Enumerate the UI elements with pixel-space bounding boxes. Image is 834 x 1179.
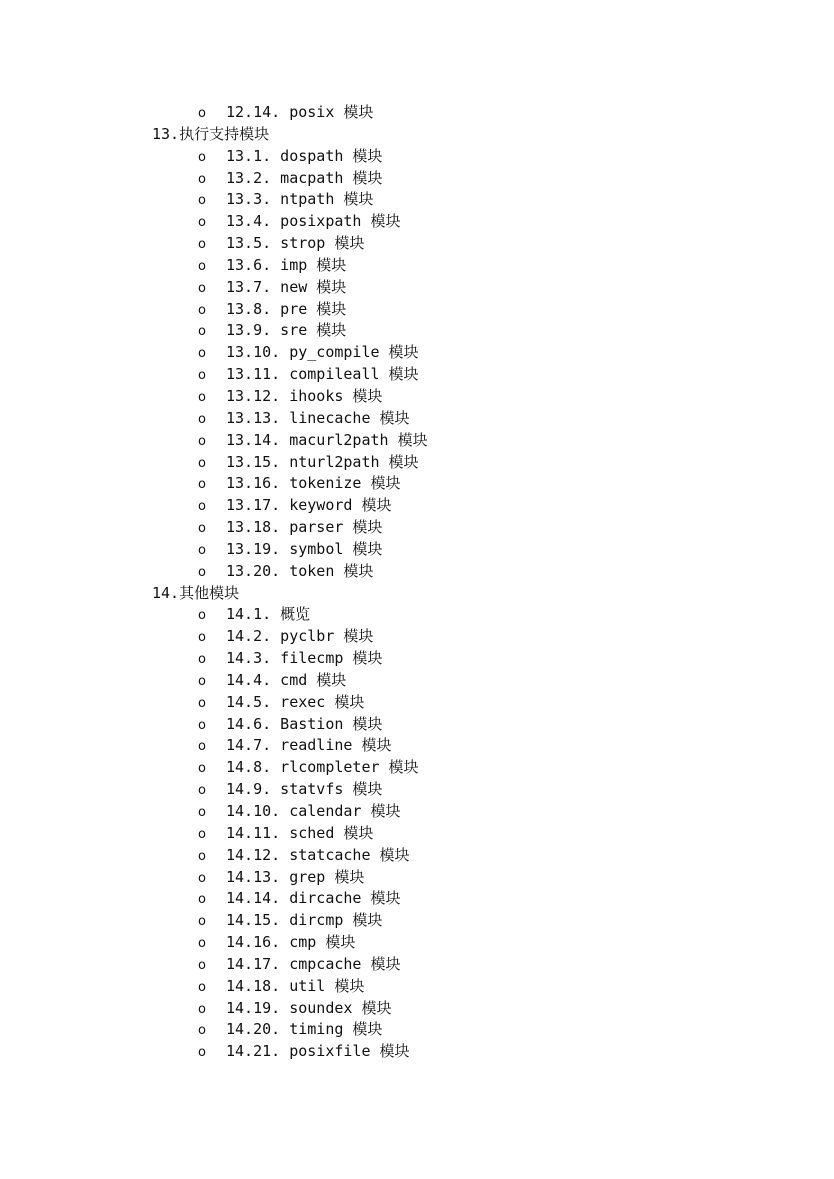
- toc-document: [0, 102, 834, 1063]
- toc-item-label: 13.19. symbol 模块: [226, 539, 383, 558]
- toc-item-label: 14.12. statcache 模块: [226, 845, 410, 864]
- toc-list-item[interactable]: [0, 626, 834, 648]
- toc-list-item[interactable]: [0, 495, 834, 517]
- toc-item-label: 13.4. posixpath 模块: [226, 212, 401, 231]
- hollow-bullet-icon: o: [198, 1001, 206, 1017]
- toc-list-item[interactable]: [0, 146, 834, 168]
- toc-list-item[interactable]: [0, 1019, 834, 1041]
- toc-list-item[interactable]: [0, 910, 834, 932]
- toc-item-label: 14.11. sched 模块: [226, 823, 374, 842]
- hollow-bullet-icon: o: [198, 979, 206, 995]
- toc-item-label: 13.2. macpath 模块: [226, 168, 383, 187]
- hollow-bullet-icon: o: [198, 608, 206, 624]
- toc-list-item[interactable]: [0, 299, 834, 321]
- toc-list-item[interactable]: [0, 408, 834, 430]
- hollow-bullet-icon: o: [198, 346, 206, 362]
- hollow-bullet-icon: o: [198, 914, 206, 930]
- toc-list-item[interactable]: [0, 233, 834, 255]
- toc-list-item[interactable]: [0, 539, 834, 561]
- hollow-bullet-icon: o: [198, 695, 206, 711]
- toc-list-item[interactable]: [0, 473, 834, 495]
- hollow-bullet-icon: o: [198, 193, 206, 209]
- toc-item-label: 14.20. timing 模块: [226, 1020, 383, 1039]
- hollow-bullet-icon: o: [198, 171, 206, 187]
- toc-item-label: 14.6. Bastion 模块: [226, 714, 383, 733]
- toc-list-item[interactable]: [0, 714, 834, 736]
- hollow-bullet-icon: o: [198, 237, 206, 253]
- hollow-bullet-icon: o: [198, 826, 206, 842]
- toc-item-label: 13.10. py_compile 模块: [226, 343, 419, 362]
- toc-item-label: 13.6. imp 模块: [226, 255, 347, 274]
- toc-list-item[interactable]: [0, 648, 834, 670]
- toc-item-label: 14.8. rlcompleter 模块: [226, 758, 419, 777]
- toc-item-label: 12.14. posix 模块: [226, 103, 374, 121]
- hollow-bullet-icon: o: [198, 433, 206, 449]
- toc-list-item[interactable]: [0, 867, 834, 889]
- hollow-bullet-icon: o: [198, 258, 206, 274]
- toc-item-label: 13.5. strop 模块: [226, 234, 365, 253]
- toc-item-label: 14.18. util 模块: [226, 976, 365, 995]
- toc-item-label: 14.19. soundex 模块: [226, 998, 392, 1017]
- hollow-bullet-icon: o: [198, 673, 206, 689]
- toc-list-item[interactable]: [0, 168, 834, 190]
- hollow-bullet-icon: o: [198, 542, 206, 558]
- toc-item-label: 13.9. sre 模块: [226, 321, 347, 340]
- toc-item-label: 13.20. token 模块: [226, 561, 374, 580]
- toc-list-item[interactable]: [0, 976, 834, 998]
- toc-list-item[interactable]: [0, 452, 834, 474]
- toc-item-label: 14.10. calendar 模块: [226, 802, 401, 820]
- hollow-bullet-icon: o: [198, 739, 206, 755]
- toc-list-item[interactable]: [0, 1041, 834, 1063]
- toc-list-item[interactable]: [0, 670, 834, 692]
- toc-item-label: 13.13. linecache 模块: [226, 408, 410, 427]
- toc-list-item[interactable]: [0, 189, 834, 211]
- toc-item-label: 14.3. filecmp 模块: [226, 649, 383, 668]
- hollow-bullet-icon: o: [198, 870, 206, 886]
- toc-item-label: 14.13. grep 模块: [226, 867, 365, 886]
- hollow-bullet-icon: o: [198, 302, 206, 318]
- toc-list-item[interactable]: [0, 364, 834, 386]
- hollow-bullet-icon: o: [198, 957, 206, 973]
- hollow-bullet-icon: o: [198, 280, 206, 296]
- toc-item-label: 14.15. dircmp 模块: [226, 911, 383, 930]
- toc-list-item[interactable]: [0, 386, 834, 408]
- toc-item-label: 13.1. dospath 模块: [226, 146, 383, 165]
- toc-list-item[interactable]: [0, 735, 834, 757]
- toc-list-item[interactable]: [0, 998, 834, 1020]
- toc-item-label: 14.7. readline 模块: [226, 736, 392, 755]
- toc-list-item[interactable]: [0, 801, 834, 823]
- toc-item-label: 13.16. tokenize 模块: [226, 474, 401, 493]
- hollow-bullet-icon: o: [198, 106, 206, 121]
- toc-item-label: 14.5. rexec 模块: [226, 692, 365, 711]
- toc-item-label: 14.4. cmd 模块: [226, 670, 347, 689]
- toc-list-item[interactable]: [0, 211, 834, 233]
- hollow-bullet-icon: o: [198, 324, 206, 340]
- toc-item-label: 14.2. pyclbr 模块: [226, 627, 374, 646]
- toc-list-item[interactable]: [0, 342, 834, 364]
- toc-item-label: 13.17. keyword 模块: [226, 496, 392, 515]
- hollow-bullet-icon: o: [198, 805, 206, 820]
- toc-item-label: 13.8. pre 模块: [226, 299, 347, 318]
- section-heading[interactable]: 13.执行支持模块: [152, 124, 270, 143]
- toc-item-label: 14.1. 概览: [226, 605, 311, 624]
- toc-list-item[interactable]: [0, 561, 834, 583]
- hollow-bullet-icon: o: [198, 761, 206, 777]
- toc-list-item[interactable]: [0, 779, 834, 801]
- hollow-bullet-icon: o: [198, 215, 206, 231]
- hollow-bullet-icon: o: [198, 783, 206, 799]
- section-heading[interactable]: 14.其他模块: [152, 583, 240, 602]
- hollow-bullet-icon: o: [198, 499, 206, 515]
- toc-item-label: 14.17. cmpcache 模块: [226, 954, 401, 973]
- hollow-bullet-icon: o: [198, 477, 206, 493]
- hollow-bullet-icon: o: [198, 389, 206, 405]
- toc-list-item[interactable]: [0, 757, 834, 779]
- toc-item-label: 14.14. dircache 模块: [226, 889, 401, 908]
- toc-item-label: 14.21. posixfile 模块: [226, 1042, 410, 1061]
- toc-list-item[interactable]: [0, 823, 834, 845]
- toc-item-label: 13.3. ntpath 模块: [226, 190, 374, 209]
- toc-list-item[interactable]: [0, 277, 834, 299]
- toc-list-item[interactable]: [0, 932, 834, 954]
- toc-list-item[interactable]: [0, 604, 834, 626]
- toc-list-item[interactable]: [0, 692, 834, 714]
- hollow-bullet-icon: o: [198, 717, 206, 733]
- hollow-bullet-icon: o: [198, 652, 206, 668]
- hollow-bullet-icon: o: [198, 936, 206, 952]
- hollow-bullet-icon: o: [198, 455, 206, 471]
- hollow-bullet-icon: o: [198, 411, 206, 427]
- toc-list-item[interactable]: [0, 845, 834, 867]
- toc-item-label: 13.11. compileall 模块: [226, 365, 419, 384]
- toc-item-label: 13.7. new 模块: [226, 277, 347, 296]
- toc-item-label: 14.16. cmp 模块: [226, 933, 356, 952]
- toc-list-item[interactable]: [0, 320, 834, 342]
- toc-item-label: 14.9. statvfs 模块: [226, 780, 383, 799]
- toc-item-label: 13.18. parser 模块: [226, 518, 383, 537]
- hollow-bullet-icon: o: [198, 848, 206, 864]
- toc-list-item[interactable]: [0, 102, 834, 124]
- hollow-bullet-icon: o: [198, 368, 206, 384]
- toc-list-item[interactable]: [0, 255, 834, 277]
- toc-list-item[interactable]: [0, 430, 834, 452]
- toc-item-label: 13.14. macurl2path 模块: [226, 430, 428, 449]
- toc-list-item[interactable]: [0, 517, 834, 539]
- hollow-bullet-icon: o: [198, 1045, 206, 1061]
- hollow-bullet-icon: o: [198, 149, 206, 165]
- hollow-bullet-icon: o: [198, 521, 206, 537]
- hollow-bullet-icon: o: [198, 630, 206, 646]
- toc-list-item[interactable]: [0, 888, 834, 910]
- hollow-bullet-icon: o: [198, 892, 206, 908]
- toc-list-item[interactable]: [0, 954, 834, 976]
- hollow-bullet-icon: o: [198, 564, 206, 580]
- toc-item-label: 13.12. ihooks 模块: [226, 386, 383, 405]
- hollow-bullet-icon: o: [198, 1023, 206, 1039]
- toc-item-label: 13.15. nturl2path 模块: [226, 452, 419, 471]
